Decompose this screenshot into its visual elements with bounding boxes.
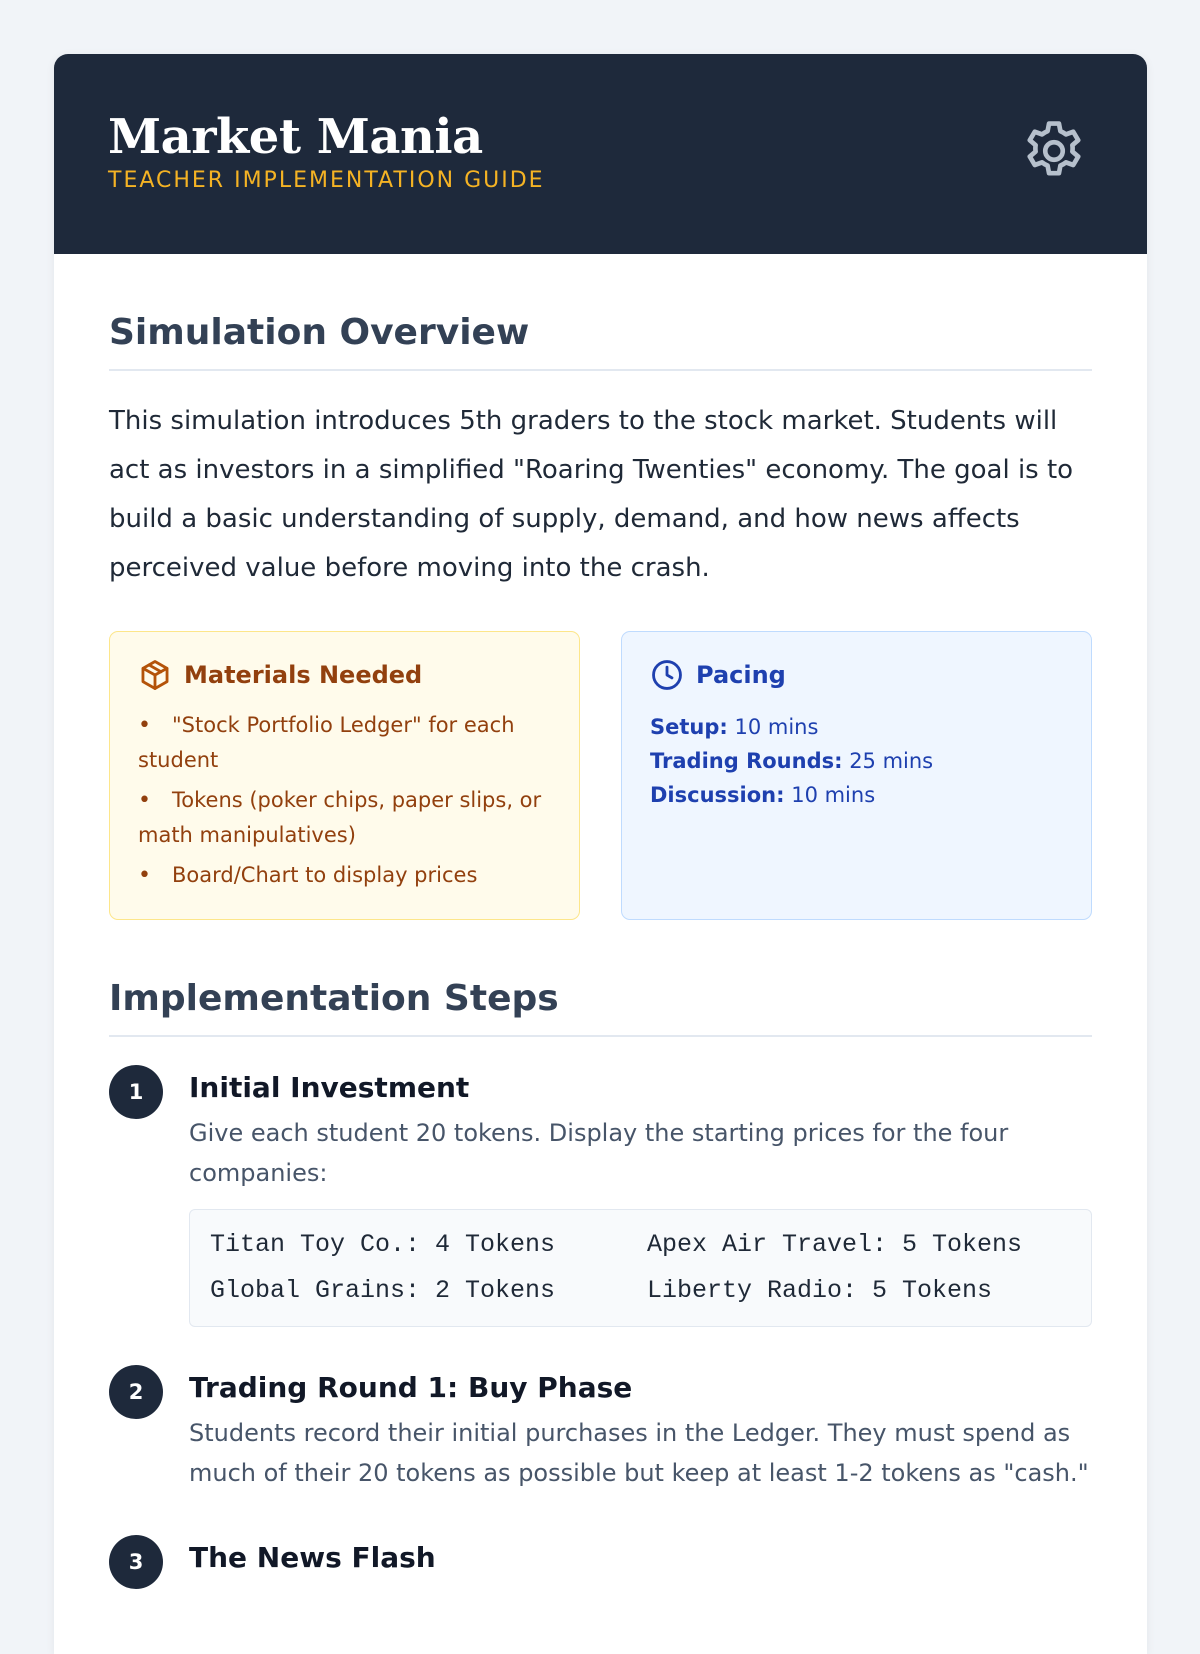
step-number-badge: 1 [109,1065,163,1119]
pacing-header [650,658,1065,692]
list-item: • "Stock Portfolio Ledger" for each student [138,713,515,772]
app-title: Market Mania [108,109,483,165]
content [109,254,1092,1575]
step-number-badge: 3 [109,1535,163,1589]
materials-header [138,658,553,692]
materials-list [138,708,553,893]
pacing-list [650,710,1065,812]
step-description: Give each student 20 tokens. Display the starting prices for the four companies: [189,1119,1009,1187]
guide-card [54,54,1147,1654]
overview-title: Simulation Overview [109,312,1092,371]
overview-text: This simulation introduces 5th graders to the stock market. Students will act as investors in a simplified "Roaring Twenties" economy. The goal is to build a basic understanding of supply, demand, and how news affects perceived value before moving into the crash. [109,406,1074,583]
materials-title: Materials Needed [184,661,423,689]
step-number-badge: 2 [109,1365,163,1419]
step-item [109,1365,1092,1493]
price-entry: Apex Air Travel: 5 Tokens [647,1230,1023,1259]
pacing-row: Setup: 10 mins [650,715,819,739]
gear-icon [1019,116,1089,186]
step-title: Initial Investment [189,1071,470,1104]
step-title: Trading Round 1: Buy Phase [189,1371,633,1404]
price-entry: Liberty Radio: 5 Tokens [647,1276,993,1305]
steps-title: Implementation Steps [109,978,1092,1037]
info-boxes [109,631,1092,920]
settings-button[interactable] [1015,112,1093,190]
step-item [109,1065,1092,1327]
price-table [189,1209,1092,1327]
pacing-row: Discussion: 10 mins [650,783,876,807]
list-item: • Tokens (poker chips, paper slips, or math manipulatives) [138,788,542,847]
step-item [109,1535,1092,1575]
price-entry: Titan Toy Co.: 4 Tokens [210,1230,556,1259]
header [54,54,1147,254]
list-item: • Board/Chart to display prices [138,863,478,888]
pacing-row: Trading Rounds: 25 mins [650,749,934,773]
package-icon [138,658,172,692]
price-entry: Global Grains: 2 Tokens [210,1276,556,1305]
step-title: The News Flash [189,1541,436,1574]
pacing-box [621,631,1092,920]
pacing-title: Pacing [696,661,786,689]
clock-icon [650,658,684,692]
materials-box [109,631,580,920]
step-description: Students record their initial purchases in the Ledger. They must spend as much of their 20 tokens as possible but keep at least 1-2 tokens as "cash." [189,1419,1089,1487]
app-subtitle: TEACHER IMPLEMENTATION GUIDE [108,168,545,193]
